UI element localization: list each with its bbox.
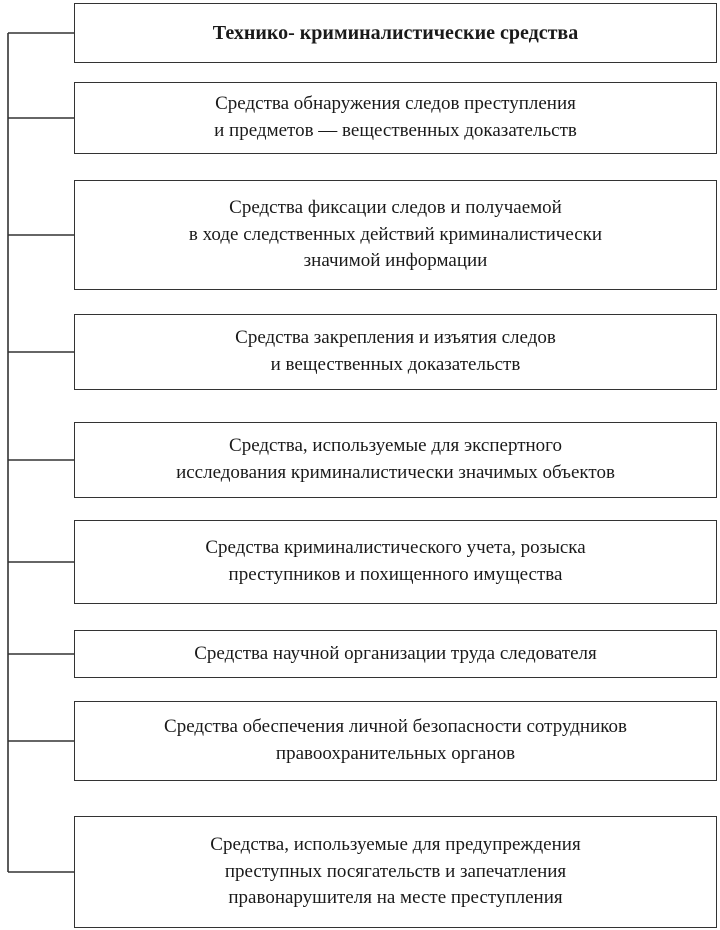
item-text-8: Средства, используемые для предупреждения преступных посягательств и запечатления правонарушителя на месте преступления <box>210 834 581 909</box>
item-box-1 <box>74 82 717 154</box>
item-box-7 <box>74 701 717 781</box>
item-box-6 <box>74 630 717 678</box>
item-box-2 <box>74 180 717 290</box>
item-text-6: Средства научной организации труда следователя <box>194 642 597 664</box>
diagram-title: Технико- криминалистические средства <box>212 22 579 44</box>
item-box-3 <box>74 314 717 390</box>
item-box-8 <box>74 816 717 928</box>
item-text-3: Средства закрепления и изъятия следов и вещественных доказательств <box>235 327 556 375</box>
item-text-7: Средства обеспечения личной безопасности сотрудников правоохранительных органов <box>164 716 627 764</box>
item-box-4 <box>74 422 717 498</box>
item-text-4: Средства, используемые для экспертного исследования криминалистически значимых объектов <box>176 435 615 483</box>
item-text-2: Средства фиксации следов и получаемой в ходе следственных действий криминалистически значимой информации <box>188 197 603 272</box>
diagram-title-box <box>74 3 717 63</box>
item-text-1: Средства обнаружения следов преступления и предметов — вещественных доказательств <box>214 93 577 141</box>
item-box-5 <box>74 520 717 604</box>
item-text-5: Средства криминалистического учета, розыска преступников и похищенного имущества <box>205 537 586 585</box>
